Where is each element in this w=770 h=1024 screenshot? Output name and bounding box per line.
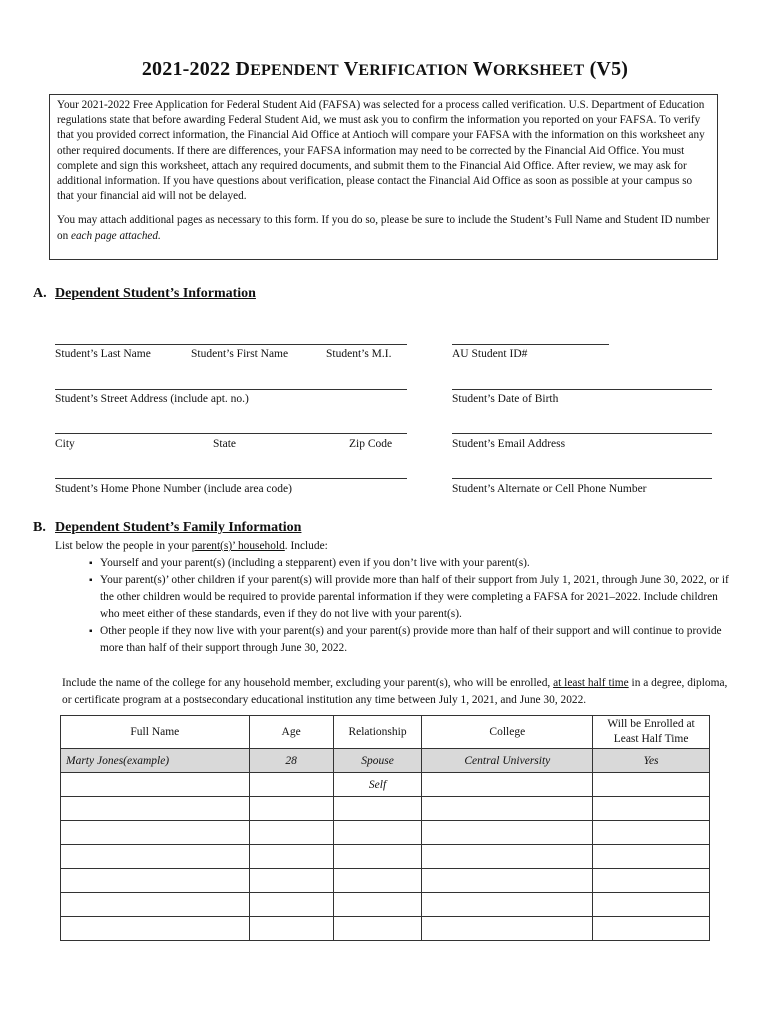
email-label: Student’s Email Address — [452, 438, 566, 450]
page-title: 2021-2022 DEPENDENT VERIFICATION WORKSHEET (V5) — [141, 58, 629, 80]
table-row[interactable] — [61, 797, 710, 821]
mi-label: Student’s M.I. — [326, 348, 392, 360]
section-a-heading: A. Dependent Student’s Information — [33, 286, 256, 301]
household-table — [60, 715, 710, 941]
list-item: ▪ Your parent(s)’ other children if your parent(s) will provide more than half of their support from July 1, 2021, through June 30, 2022, or if the other children would be required to provide parental information if they were completing a FAFSA for 2021–2022. Include children who meet either of these standards, even if they do not live with your parent(s). — [89, 572, 735, 623]
example-enrolled: Yes — [593, 749, 710, 773]
intro-box — [49, 94, 718, 260]
table-header-row — [61, 716, 710, 749]
table-row[interactable] — [61, 845, 710, 869]
example-college: Central University — [422, 749, 593, 773]
example-full-name: Marty Jones(example) — [61, 749, 250, 773]
list-item: ▪ Yourself and your parent(s) (including a stepparent) even if you don’t live with your parent(s). — [89, 555, 735, 572]
col-relationship: Relationship — [333, 716, 422, 749]
home-phone-field-line[interactable] — [55, 478, 407, 479]
household-intro: List below the people in your parent(s)’ household. Include: — [55, 540, 328, 552]
home-phone-label: Student’s Home Phone Number (include area code) — [55, 483, 292, 495]
example-relationship: Spouse — [333, 749, 422, 773]
email-field-line[interactable] — [452, 433, 712, 434]
alt-phone-label: Student’s Alternate or Cell Phone Number — [452, 483, 647, 495]
section-b-heading: B. Dependent Student’s Family Information — [33, 520, 302, 535]
state-label: State — [213, 438, 236, 450]
table-row[interactable] — [61, 917, 710, 941]
street-label: Student’s Street Address (include apt. no.) — [55, 393, 249, 405]
table-row[interactable] — [61, 893, 710, 917]
first-name-label: Student’s First Name — [191, 348, 289, 360]
example-row — [61, 749, 710, 773]
dob-label: Student’s Date of Birth — [452, 393, 559, 405]
city-label: City — [55, 438, 75, 450]
col-full-name: Full Name — [61, 716, 250, 749]
alt-phone-field-line[interactable] — [452, 478, 712, 479]
name-field-line[interactable] — [55, 344, 407, 345]
city-state-zip-field-line[interactable] — [55, 433, 407, 434]
student-id-field-line[interactable] — [452, 344, 609, 345]
student-id-label: AU Student ID# — [452, 348, 528, 360]
household-instructions — [55, 538, 735, 657]
zip-label: Zip Code — [349, 438, 393, 450]
dob-field-line[interactable] — [452, 389, 712, 390]
college-note: Include the name of the college for any household member, excluding your parent(s), who will be enrolled, at least half time in a degree, diploma, or certificate program at a postsecondary educational institution any time between July 1, 2021, and June 30, 2022. — [62, 677, 728, 706]
table-row[interactable] — [61, 869, 710, 893]
col-age: Age — [249, 716, 333, 749]
table-row[interactable] — [61, 821, 710, 845]
col-enrolled: Will be Enrolled at Least Half Time — [593, 716, 710, 749]
col-college: College — [422, 716, 593, 749]
table-row[interactable] — [61, 773, 710, 797]
household-bullet-list — [89, 555, 735, 657]
last-name-label: Student’s Last Name — [55, 348, 151, 360]
self-relationship: Self — [333, 773, 422, 797]
street-field-line[interactable] — [55, 389, 407, 390]
list-item: ▪ Other people if they now live with your parent(s) and your parent(s) provide more than half of their support and will continue to provide more than half of their support through June 30, 2022. — [89, 623, 735, 657]
intro-paragraph-2: You may attach additional pages as necessary to this form. If you do so, please be sure to include the Student’s Full Name and Student ID number on each page attached. — [57, 214, 710, 242]
example-age: 28 — [249, 749, 333, 773]
intro-paragraph-1: Your 2021-2022 Free Application for Federal Student Aid (FAFSA) was selected for a process called verification. U.S. Department of Education regulations state that before awarding Federal Student Aid, we must ask you to confirm the information you reported on your FAFSA. To verify that you provided correct information, the Financial Aid Office at Antioch will compare your FAFSA with the information on this worksheet any other required documents. If there are differences, your FAFSA information may need to be corrected by the Financial Aid Office. You must complete and sign this worksheet, attach any required documents, and submit them to the Financial Aid Office. After review, we may ask for additional information. If you have questions about verification, please contact the Financial Aid Office as soon as possible at your campus so that your financial aid will not be delayed. — [57, 99, 705, 203]
